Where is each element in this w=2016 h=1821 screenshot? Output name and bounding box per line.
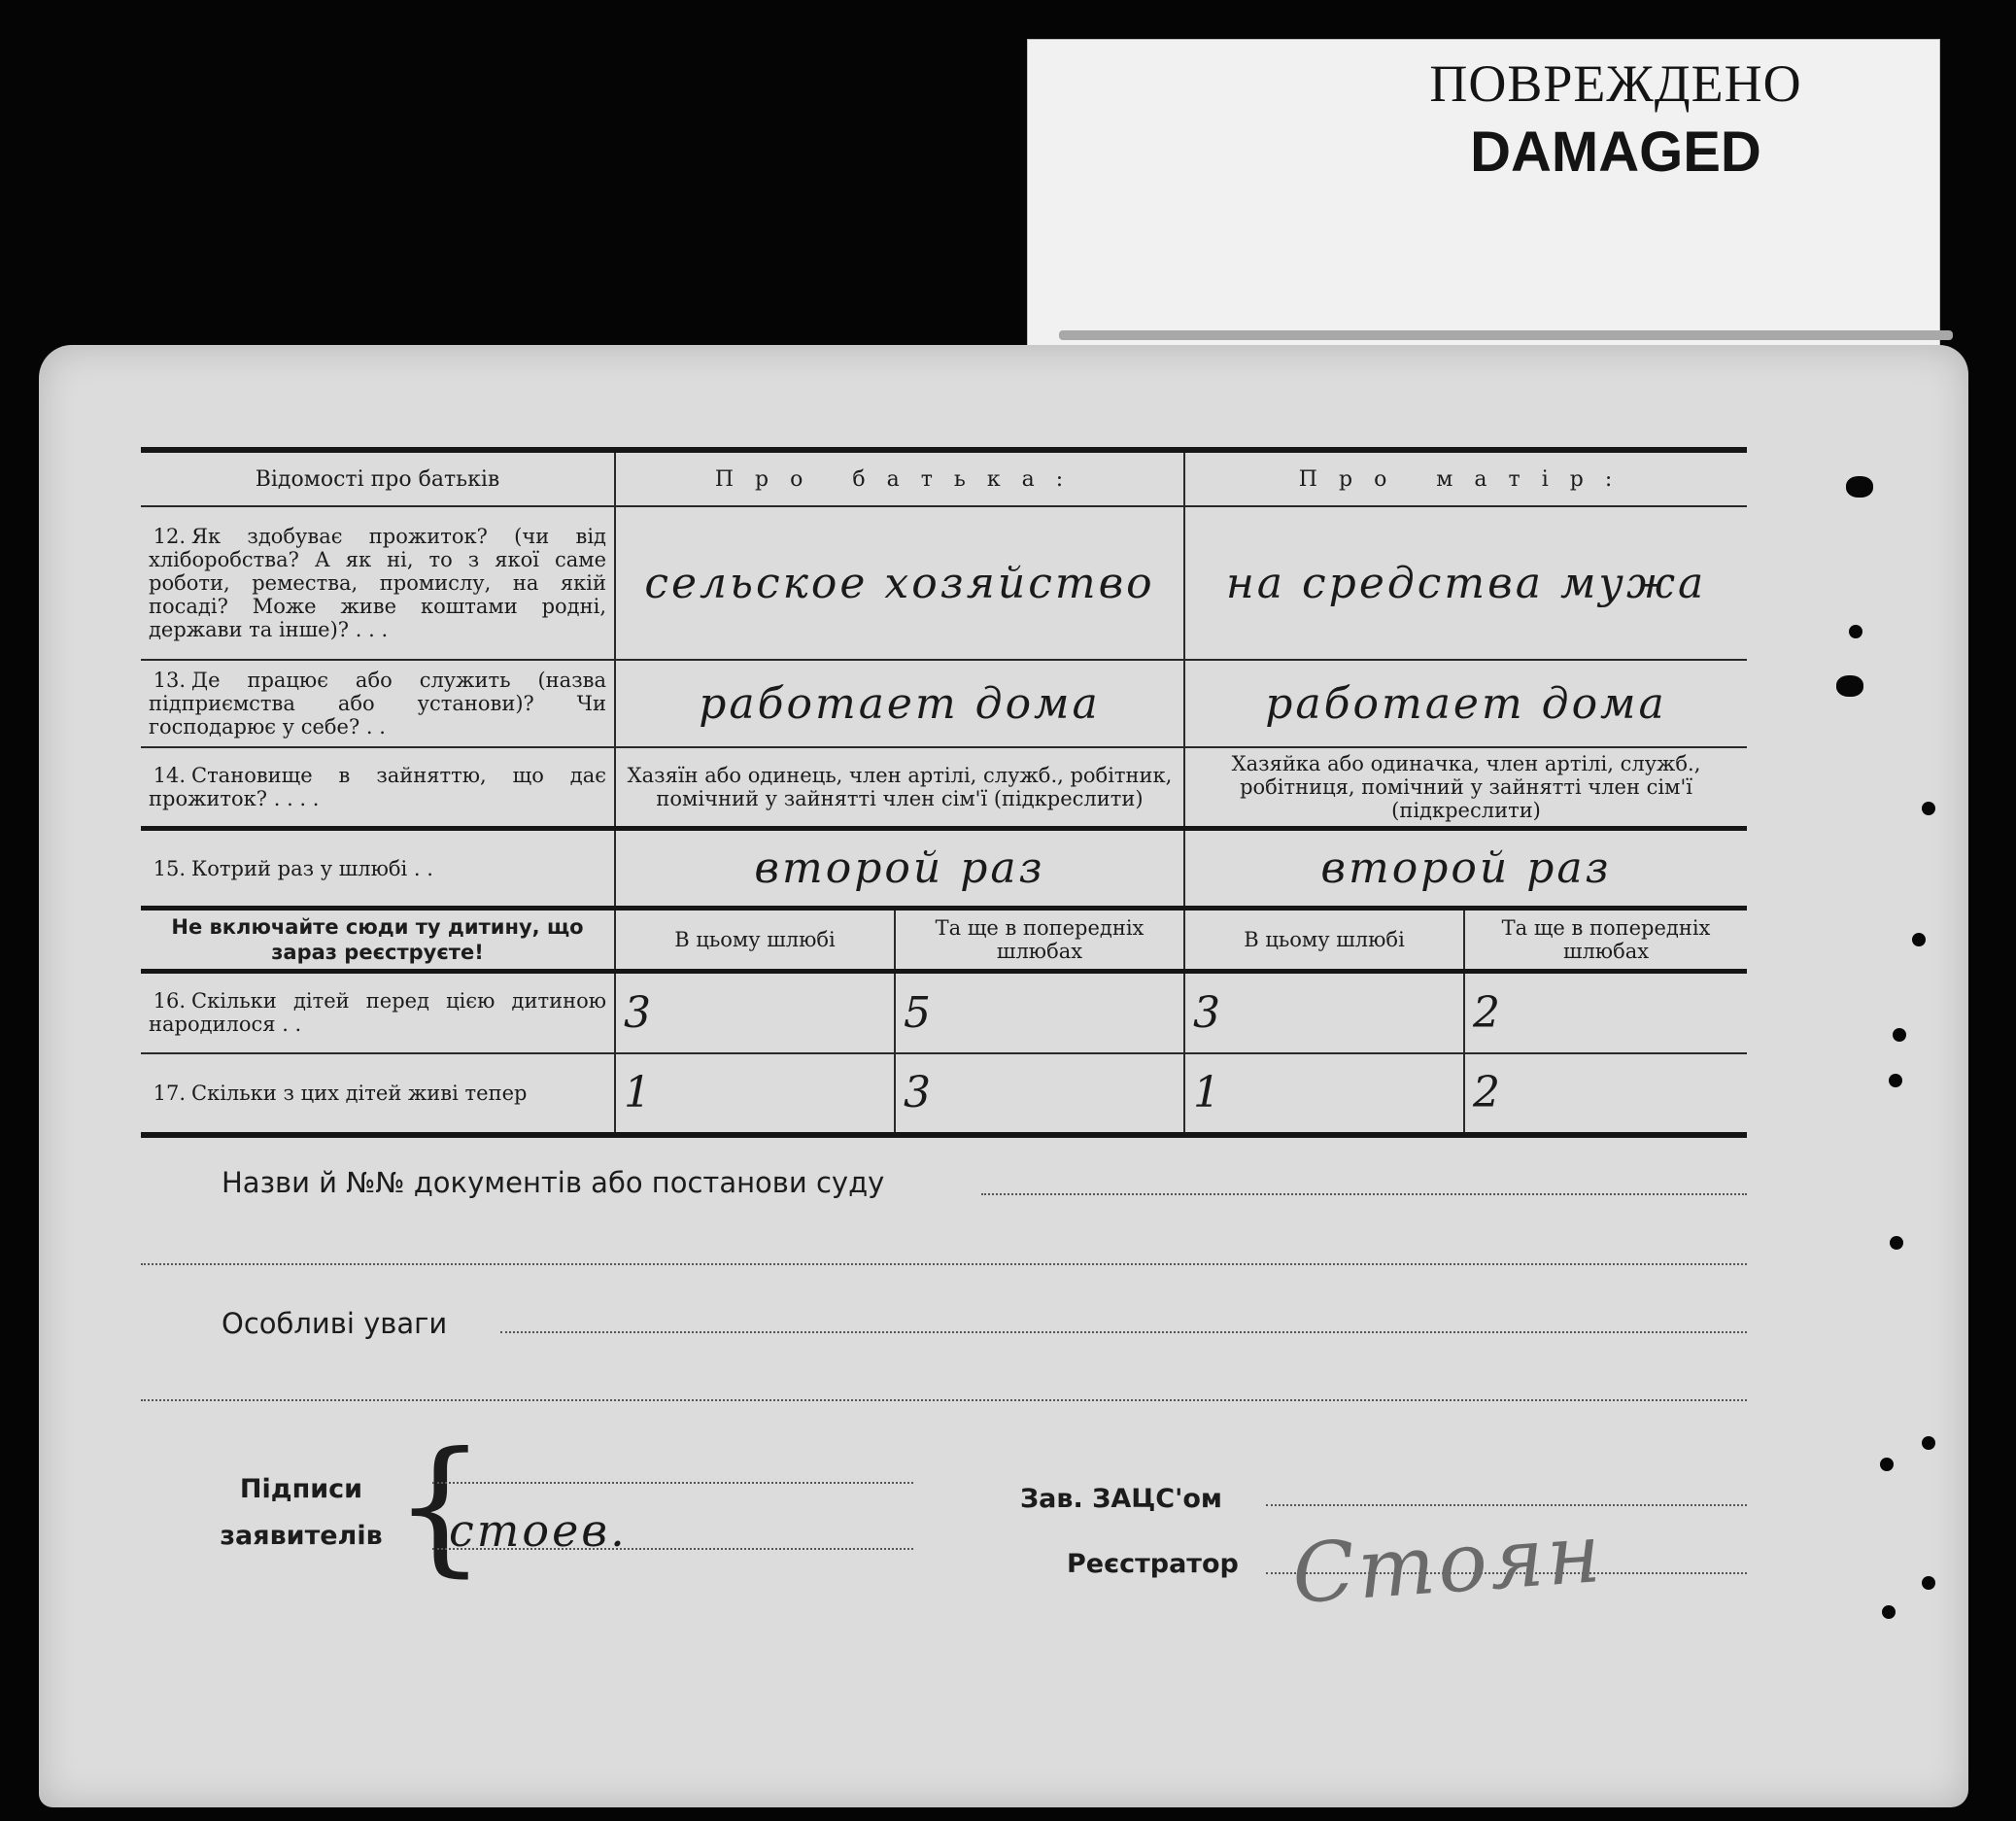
options-father-14: Хазяїн або одинець, член артілі, служб., робітник, помічний у зайнятті член сім'ї (підкреслити) [615,747,1184,829]
answer-father-12: сельское хозяйство [615,506,1184,660]
head-zags-line [1266,1504,1747,1506]
answer-mother-15: второй раз [1184,829,1747,909]
question-number: 16. [153,989,186,1014]
documents-line-2 [141,1263,1747,1265]
father-previous-marriages-header: Та ще в попередніх шлюбах [895,909,1184,972]
table-row-q13 [141,660,1747,747]
binding-hole [1849,625,1862,638]
header-parents-info: Відомості про батьків [141,450,615,506]
applicant-signature: стоев. [449,1504,628,1557]
options-mother-14: Хазяйка або одиначка, член артілі, служб., робітниця, помічний у зайнятті член сім'ї (підкреслити) [1184,747,1747,829]
question-label: Котрий раз у шлюбі . . [191,856,433,880]
question-label: Становище в зайняттю, що дає прожиток? . . . . [149,764,606,810]
question-13 [141,660,615,747]
answer-father-13: работает дома [615,660,1184,747]
table-row-q14 [141,747,1747,829]
table-row-q16 [141,972,1747,1053]
parents-info-table [141,447,1747,1138]
table-row-note [141,909,1747,972]
binding-hole [1912,933,1926,946]
binding-hole [1922,1576,1935,1590]
father-living-this: 1 [615,1053,895,1135]
table-row-q17 [141,1053,1747,1135]
table-row-q12 [141,506,1747,660]
binding-hole [1846,476,1873,498]
question-14 [141,747,615,829]
header-father: Про батька: [615,450,1184,506]
damaged-stamp-card [1027,39,1940,352]
question-number: 13. [153,669,186,692]
paper-edge [1059,330,1953,340]
answer-father-15: второй раз [615,829,1184,909]
father-living-previous: 3 [895,1053,1184,1135]
documents-label: Назви й №№ документів або постанови суду [222,1166,885,1199]
table-row-q15 [141,829,1747,909]
binding-hole [1890,1236,1903,1250]
father-children-this: 3 [615,972,895,1053]
documents-line-1 [981,1193,1747,1195]
registrar-signature: Стоян [1288,1504,1607,1623]
mother-living-this: 1 [1184,1053,1464,1135]
mother-this-marriage-header: В цьому шлюбі [1184,909,1464,972]
head-zags-label: Зав. ЗАЦС'ом [1020,1484,1222,1514]
header-mother: Про матір: [1184,450,1747,506]
applicants-label-2: заявителів [220,1521,383,1551]
answer-mother-13: работает дома [1184,660,1747,747]
binding-hole [1880,1458,1894,1471]
question-15 [141,829,615,909]
applicant-sign-line-1 [432,1482,913,1484]
note-exclude-child: Не включайте сюди ту дитину, що зараз реєструєте! [141,909,615,972]
question-number: 14. [153,764,186,787]
binding-hole [1922,802,1935,815]
answer-mother-12: на средства мужа [1184,506,1747,660]
mother-children-this: 3 [1184,972,1464,1053]
question-12 [141,506,615,660]
binding-hole [1889,1074,1902,1087]
mother-previous-marriages-header: Та ще в попередніх шлюбах [1464,909,1747,972]
question-number: 15. [153,856,186,880]
question-label: Де працює або служить (назва підприємства або установи)? Чи господарює у себе? . . [149,669,606,739]
notes-label: Особливі уваги [222,1307,448,1340]
question-label: Скільки дітей перед цією дитиною народилося . . [149,989,606,1037]
notes-line-1 [500,1331,1747,1333]
father-children-previous: 5 [895,972,1184,1053]
father-this-marriage-header: В цьому шлюбі [615,909,895,972]
question-17 [141,1053,615,1135]
binding-hole [1836,675,1863,697]
registrar-label: Реєстратор [1067,1549,1239,1579]
question-label: Скільки з цих дітей живі тепер [191,1081,528,1105]
binding-hole [1882,1605,1896,1619]
binding-hole [1893,1028,1906,1042]
question-number: 17. [153,1081,186,1105]
stamp-text-ru: ПОВРЕЖДЕНО [1429,54,1802,113]
applicants-label-1: Підписи [239,1474,363,1504]
applicants-brace: { [393,1422,487,1591]
notes-line-2 [141,1399,1747,1401]
table-header-row [141,450,1747,506]
binding-hole [1922,1436,1935,1450]
mother-living-previous: 2 [1464,1053,1747,1135]
question-number: 12. [153,525,186,548]
question-16 [141,972,615,1053]
mother-children-previous: 2 [1464,972,1747,1053]
stamp-text-en: DAMAGED [1470,120,1761,184]
question-label: Як здобуває прожиток? (чи від хліборобства? А як ні, то з якої саме роботи, ремества, промислу, на якій посаді? Може живе коштами родні, держави та інше)? . . . [149,525,606,641]
